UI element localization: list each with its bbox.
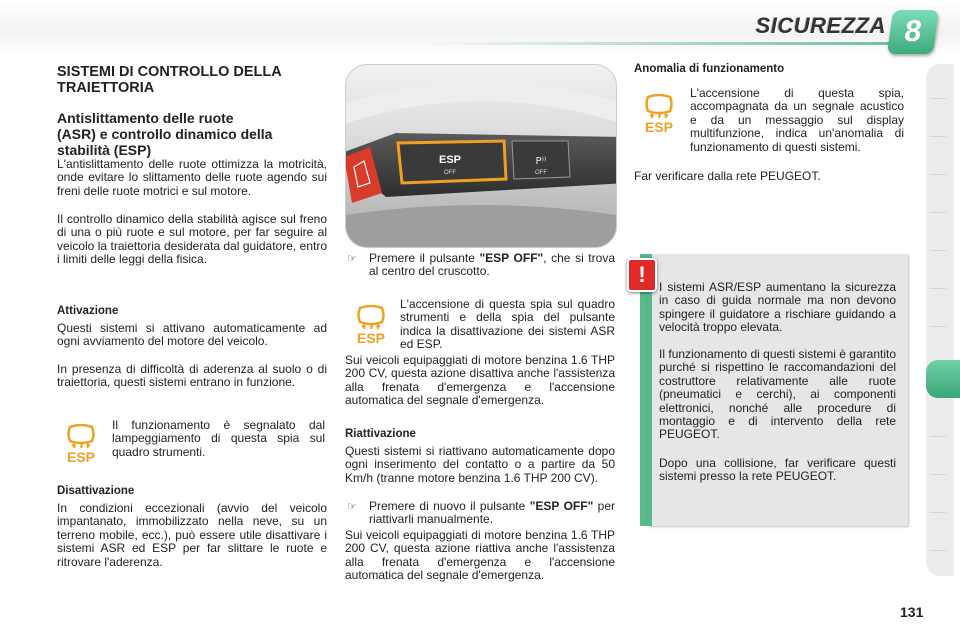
tab-divider — [930, 288, 946, 289]
dashboard-photo — [345, 64, 617, 248]
warning-exclamation-icon: ! — [627, 258, 657, 292]
tab-divider — [930, 512, 946, 513]
header-rule — [420, 42, 890, 45]
chapter-number-badge: 8 — [887, 10, 939, 54]
activation-paragraph: Questi sistemi si attivano automaticamente ad ogni avviamento del motore del veicolo. — [57, 321, 327, 349]
esp-off-warning-icon — [352, 305, 390, 345]
section-title: SISTEMI DI CONTROLLO DELLA TRAIETTORIA — [57, 64, 282, 96]
deactivation-heading: Disattivazione — [57, 485, 135, 497]
svg-text:OFF: OFF — [444, 170, 456, 176]
svg-text:OFF: OFF — [535, 170, 547, 176]
activation-heading: Attivazione — [57, 305, 119, 317]
tab-divider — [930, 474, 946, 475]
intro-paragraph: L'antislittamento delle ruote ottimizza la motricità, onde evitare lo slittamento delle ruote agendo sui freni delle ruote motrici e sul motore. — [57, 157, 327, 198]
engine-note: Sui veicoli equipaggiati di motore benzina 1.6 THP 200 CV, questa azione disattiva anche l'assistenza alla frenata d'emergenza e l'accensione automatica del segnale d'emergenza. — [345, 353, 615, 408]
chapter-title: SICUREZZA — [755, 13, 886, 38]
tab-divider — [930, 212, 946, 213]
esp-icon-label: ESP — [356, 330, 386, 345]
signal-paragraph: Il funzionamento è segnalato dal lampeggiamento di questa spia sul quadro strumenti. — [112, 418, 325, 459]
tab-divider — [930, 436, 946, 437]
tab-divider — [930, 326, 946, 327]
warning-paragraph: I sistemi ASR/ESP aumentano la sicurezza in caso di guida normale ma non devono spingere il guidatore a rischiare guidando a velocità troppo elevata. — [659, 280, 896, 335]
park-sensor-icon: P⁾⁾ — [535, 156, 547, 167]
malfunction-heading: Anomalia di funzionamento — [634, 63, 785, 75]
bullet-icon: ☞ — [347, 501, 357, 513]
chapter-tab-active[interactable] — [926, 360, 960, 398]
tab-divider — [930, 136, 946, 137]
warning-paragraph: Dopo una collisione, far verificare questi sistemi presso la rete PEUGEOT. — [659, 456, 896, 484]
reactivation-paragraph: Questi sistemi si riattivano automaticamente dopo ogni inserimento del contatto o a partire da 50 Km/h (tranne motore benzina 1.6 THP 200 CV). — [345, 444, 615, 485]
press-again-instruction: Premere di nuovo il pulsante "ESP OFF" per riattivarli manualmente. — [369, 499, 615, 527]
engine-note: Sui veicoli equipaggiati di motore benzina 1.6 THP 200 CV, questa azione riattiva anche l'assistenza alla frenata d'emergenza e l'accensione automatica del segnale d'emergenza. — [345, 528, 615, 583]
tab-divider — [930, 250, 946, 251]
deactivation-paragraph: In condizioni eccezionali (avvio del veicolo impantanato, immobilizzato nella neve, su un terreno mobile, ecc.), può essere utile disattivare i sistemi ASR ed ESP per far slittare le ruote e ritrovare l'aderenza. — [57, 501, 327, 569]
lamp-paragraph: L'accensione di questa spia sul quadro strumenti e della spia del pulsante indica la disattivazione dei sistemi ASR ed ESP. — [400, 297, 615, 352]
activation-paragraph: In presenza di difficoltà di aderenza al suolo o di traiettoria, questi sistemi entrano in funzione. — [57, 362, 327, 390]
tab-divider — [930, 550, 946, 551]
intro-paragraph: Il controllo dinamico della stabilità agisce sul freno di una o più ruote e sul motore, per far seguire al veicolo la traiettoria desiderata dal guidatore, entro i limiti delle leggi della fisica. — [57, 212, 327, 267]
dealer-paragraph: Far verificare dalla rete PEUGEOT. — [634, 169, 821, 183]
esp-icon-label: ESP — [66, 449, 96, 464]
bullet-icon: ☞ — [347, 253, 357, 265]
esp-fault-icon — [640, 94, 678, 134]
reactivation-heading: Riattivazione — [345, 428, 416, 440]
tab-divider — [930, 98, 946, 99]
press-instruction: Premere il pulsante "ESP OFF", che si trova al centro del cruscotto. — [369, 251, 615, 279]
esp-warning-icon — [62, 424, 100, 464]
section-subtitle: Antislittamento delle ruote (ASR) e controllo dinamico della stabilità (ESP) — [57, 110, 273, 158]
warning-accent-bar — [640, 254, 648, 526]
page-number: 131 — [900, 604, 924, 620]
tab-divider — [930, 174, 946, 175]
warning-paragraph: Il funzionamento di questi sistemi è garantito purché si rispettino le raccomandazioni del costruttore relativamente alle ruote (pneumatici e cerchi), ai componenti elettronici, nonché alle procedure di montaggio e di intervento della rete PEUGEOT. — [659, 347, 896, 442]
svg-text:ESP: ESP — [438, 154, 462, 166]
malfunction-paragraph: L'accensione di questa spia, accompagnata da un segnale acustico e da un messaggio sul display multifunzione, indica un'anomalia di funzionamento di questi sistemi. — [690, 86, 904, 154]
esp-icon-label: ESP — [644, 119, 674, 134]
chapter-tab-strip — [926, 64, 954, 576]
